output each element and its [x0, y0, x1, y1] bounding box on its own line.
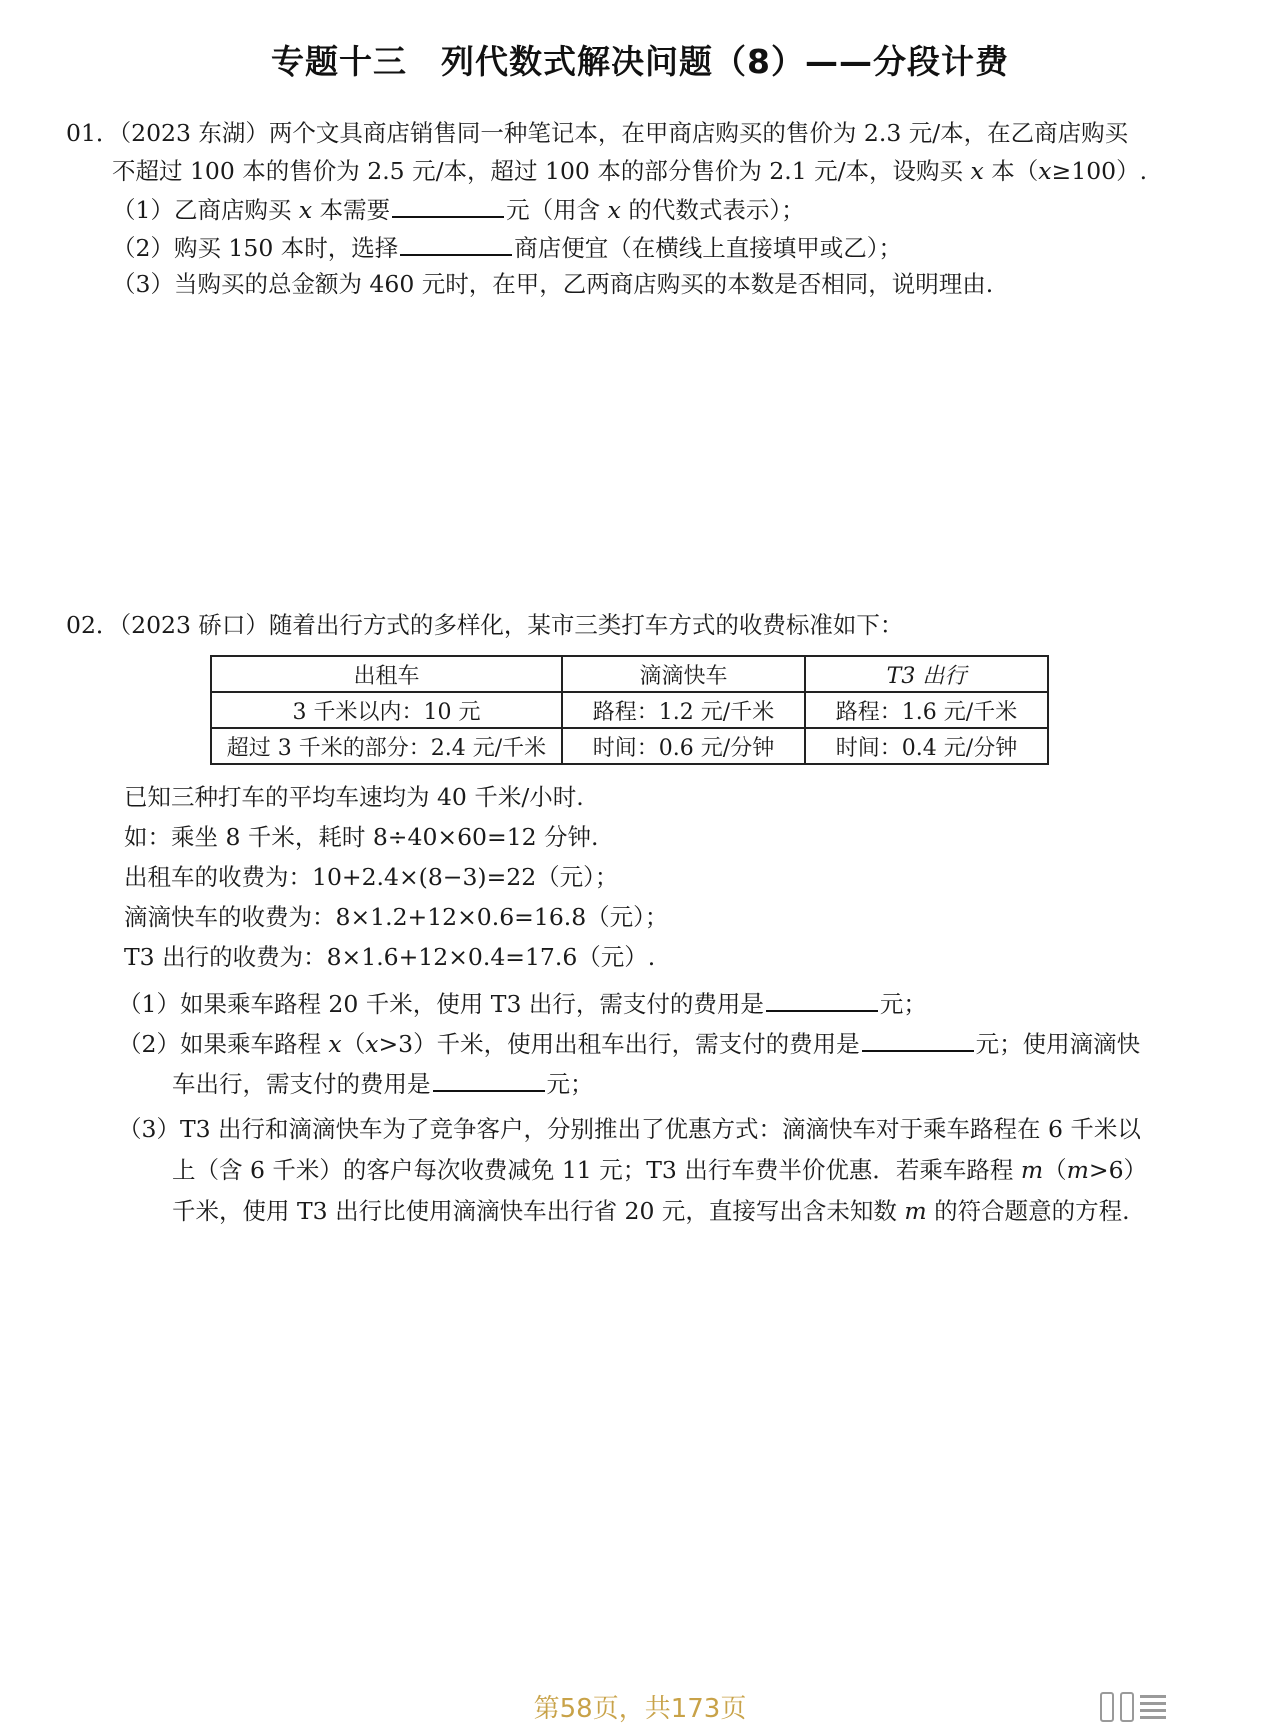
- table-row: [211, 692, 1048, 728]
- viewer-controls[interactable]: [1100, 1692, 1166, 1722]
- answer-blank[interactable]: [862, 1028, 974, 1052]
- q2-example-2: 出租车的收费为：10+2.4×(8−3)=22（元）；: [124, 863, 619, 891]
- table-header-row: [211, 656, 1048, 692]
- table-header: 出租车: [211, 656, 562, 692]
- answer-blank[interactable]: [392, 194, 504, 218]
- answer-blank[interactable]: [766, 988, 878, 1012]
- menu-icon[interactable]: [1140, 1695, 1166, 1719]
- table-header: 滴滴快车: [562, 656, 805, 692]
- q2-part3-line1: （3）T3 出行和滴滴快车为了竞争客户，分别推出了优惠方式：滴滴快车对于乘车路程在 6 千米以: [118, 1115, 1141, 1143]
- table-cell: 时间：0.4 元/分钟: [805, 728, 1048, 764]
- q1-part2: （2）购买 150 本时，选择 商店便宜（在横线上直接填甲或乙）；: [112, 234, 902, 262]
- scrollbar-handle-icon[interactable]: [1120, 1692, 1134, 1722]
- q2-part3-line3: 千米，使用 T3 出行比使用滴滴快车出行省 20 元，直接写出含未知数 m 的符合题意的方程.: [172, 1197, 1130, 1225]
- table-cell: 时间：0.6 元/分钟: [562, 728, 805, 764]
- q1-part3: （3）当购买的总金额为 460 元时，在甲，乙两商店购买的本数是否相同，说明理由.: [112, 270, 994, 298]
- q1-part1: （1）乙商店购买 x 本需要 元（用含 x 的代数式表示）；: [112, 196, 805, 224]
- table-cell: 路程：1.6 元/千米: [805, 692, 1048, 728]
- page-title: 专题十三 列代数式解决问题（8）——分段计费: [271, 42, 1009, 81]
- q2-example-3: 滴滴快车的收费为：8×1.2+12×0.6=16.8（元）；: [124, 903, 669, 931]
- answer-blank[interactable]: [433, 1068, 545, 1092]
- table-cell: 超过 3 千米的部分：2.4 元/千米: [211, 728, 562, 764]
- q2-part2-line1: （2）如果乘车路程 x（x>3）千米，使用出租车出行，需支付的费用是 元；使用滴滴快: [118, 1030, 1141, 1058]
- table-row: [211, 728, 1048, 764]
- q1-stem-line2: 不超过 100 本的售价为 2.5 元/本，超过 100 本的部分售价为 2.1 元/本，设购买 x 本（x≥100）.: [112, 157, 1148, 185]
- q1-stem-line1: 01．（2023 东湖）两个文具商店销售同一种笔记本，在甲商店购买的售价为 2.3 元/本，在乙商店购买: [66, 119, 1129, 147]
- q2-part3-line2: 上（含 6 千米）的客户每次收费减免 11 元；T3 出行车费半价优惠．若乘车路程 m（m>6）: [172, 1156, 1148, 1184]
- q2-example-4: T3 出行的收费为：8×1.6+12×0.4=17.6（元）.: [124, 943, 656, 971]
- scrollbar-handle-icon[interactable]: [1100, 1692, 1114, 1722]
- table-header: T3 出行: [805, 656, 1048, 692]
- q2-part2-line2: 车出行，需支付的费用是 元；: [172, 1070, 594, 1098]
- answer-blank[interactable]: [400, 232, 512, 256]
- page-indicator: 第58页，共173页: [533, 1694, 747, 1724]
- fare-table: [210, 655, 1049, 765]
- table-cell: 路程：1.2 元/千米: [562, 692, 805, 728]
- table-cell: 3 千米以内：10 元: [211, 692, 562, 728]
- q2-known: 已知三种打车的平均车速均为 40 千米/小时.: [124, 783, 584, 811]
- q2-part1: （1）如果乘车路程 20 千米，使用 T3 出行，需支付的费用是 元；: [118, 990, 927, 1018]
- q2-stem: 02．（2023 硚口）随着出行方式的多样化，某市三类打车方式的收费标准如下：: [66, 611, 904, 639]
- q2-example-1: 如：乘坐 8 千米，耗时 8÷40×60=12 分钟.: [124, 823, 599, 851]
